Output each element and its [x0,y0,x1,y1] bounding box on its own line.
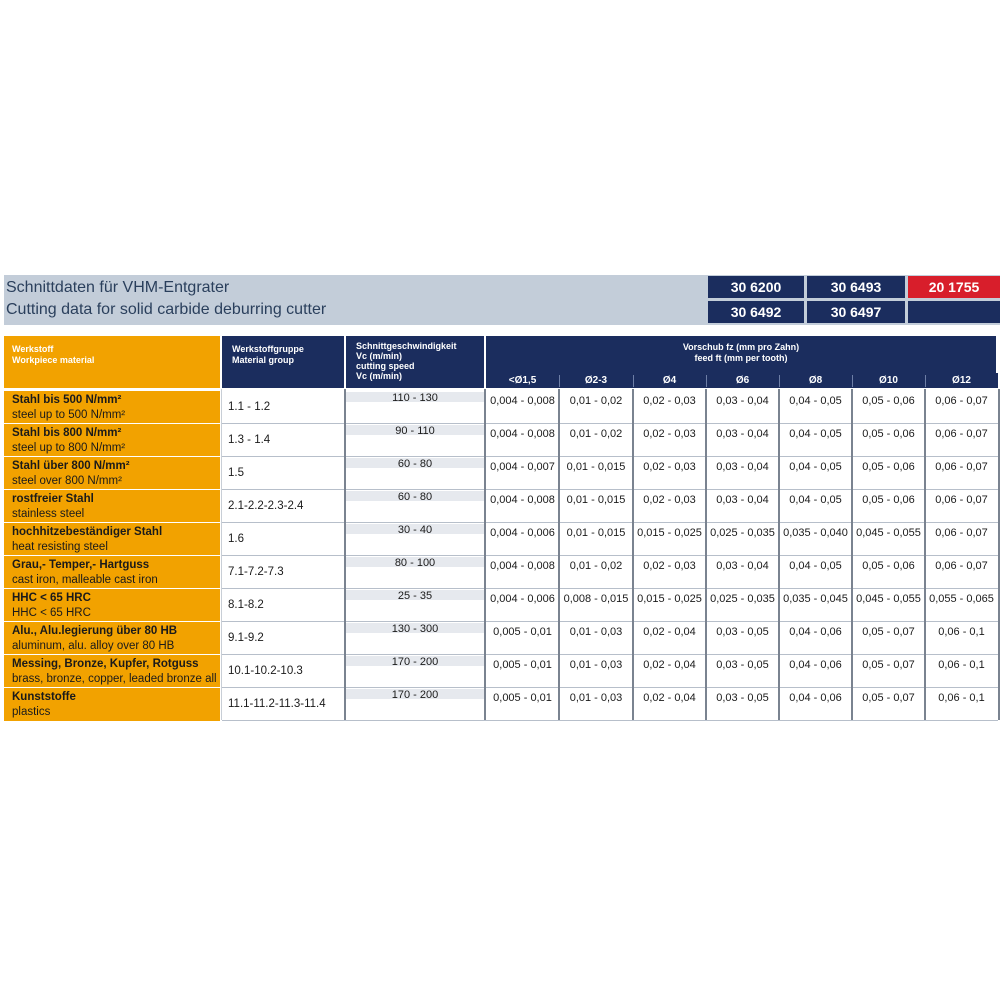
material-cell [4,391,220,424]
material-group-cell: 1.3 - 1.4 [228,434,271,446]
feed-cell: 0,03 - 0,04 [716,494,769,506]
feed-cell: 0,05 - 0,07 [862,659,915,671]
row-divider [222,588,998,589]
cutting-speed-cell: 30 - 40 [397,524,433,536]
feed-cell: 0,01 - 0,02 [569,560,623,572]
material-group-cell: 8.1-8.2 [228,599,264,611]
feed-cell: 0,01 - 0,03 [569,659,623,671]
feed-cell: 0,05 - 0,06 [862,428,915,440]
feed-cell: 0,01 - 0,03 [569,626,623,638]
material-cell [4,688,220,721]
material-separator [4,456,220,457]
article-number-30-6200: 30 6200 [708,276,804,298]
material-separator [4,555,220,556]
material-name-en: brass, bronze, copper, leaded bronze all [12,673,217,685]
article-number-30-6492: 30 6492 [708,301,804,323]
feed-cell: 0,005 - 0,01 [493,659,552,671]
feed-cell: 0,05 - 0,06 [862,461,915,473]
feed-cell: 0,03 - 0,05 [716,692,769,704]
material-group-cell: 7.1-7.2-7.3 [228,566,284,578]
material-name-de: HHC < 65 HRC [12,592,91,604]
feed-cell: 0,05 - 0,07 [862,692,915,704]
material-group-cell: 1.1 - 1.2 [228,401,271,413]
feed-cell: 0,06 - 0,1 [938,626,985,638]
feed-cell: 0,06 - 0,07 [935,461,988,473]
material-separator [4,687,220,688]
feed-cell: 0,035 - 0,045 [783,593,848,605]
feed-cell: 0,06 - 0,07 [935,395,988,407]
header-feed-de: Vorschub fz (mm pro Zahn) [682,342,800,352]
material-group-cell: 1.5 [228,467,244,479]
row-divider [222,522,998,523]
feed-cell: 0,04 - 0,06 [789,626,842,638]
column-divider [705,389,707,720]
column-divider [632,389,634,720]
feed-cell: 0,02 - 0,03 [643,494,696,506]
cutting-speed-cell: 110 - 130 [392,392,438,404]
header-speed-line1: Schnittgeschwindigkeit [356,341,457,351]
feed-cell: 0,02 - 0,03 [643,395,696,407]
material-name-en: heat resisting steel [12,541,108,553]
feed-cell: 0,05 - 0,06 [862,494,915,506]
feed-cell: 0,02 - 0,04 [643,626,696,638]
cutting-speed-cell: 25 - 35 [397,590,433,602]
feed-cell: 0,04 - 0,05 [789,461,842,473]
column-divider [344,389,346,720]
row-divider [222,654,998,655]
feed-cell: 0,04 - 0,05 [789,560,842,572]
header-group-de: Werkstoffgruppe [232,344,304,354]
feed-cell: 0,01 - 0,015 [566,461,626,473]
feed-cell: 0,03 - 0,05 [716,626,769,638]
feed-cell: 0,03 - 0,05 [716,659,769,671]
diameter-header-5: Ø10 [852,373,925,388]
title-german: Schnittdaten für VHM-Entgrater [6,279,230,296]
feed-cell: 0,04 - 0,05 [789,395,842,407]
feed-cell: 0,06 - 0,1 [938,659,985,671]
material-separator [4,423,220,424]
material-cell [4,523,220,556]
feed-cell: 0,05 - 0,06 [862,395,915,407]
material-name-en: stainless steel [12,508,85,520]
material-name-en: steel over 800 N/mm² [12,475,122,487]
feed-cell: 0,03 - 0,04 [716,395,769,407]
row-divider [222,621,998,622]
material-cell [4,556,220,589]
cutting-speed-cell: 170 - 200 [391,656,439,668]
feed-cell: 0,03 - 0,04 [716,428,769,440]
material-name-en: HHC < 65 HRC [12,607,91,619]
material-cell [4,490,220,523]
material-group-cell: 2.1-2.2-2.3-2.4 [228,500,304,512]
material-name-de: Stahl bis 800 N/mm² [12,427,122,439]
feed-cell: 0,004 - 0,008 [490,494,555,506]
material-name-en: aluminum, alu. alloy over 80 HB [12,640,175,652]
header-group-en: Material group [232,355,295,365]
row-divider [222,555,998,556]
feed-cell: 0,01 - 0,02 [569,395,623,407]
material-name-de: Stahl bis 500 N/mm² [12,394,122,406]
cutting-speed-cell: 90 - 110 [395,425,435,437]
column-divider [924,389,926,720]
feed-cell: 0,025 - 0,035 [710,593,775,605]
material-name-en: cast iron, malleable cast iron [12,574,158,586]
material-group-cell: 11.1-11.2-11.3-11.4 [228,698,326,710]
material-name-de: Messing, Bronze, Kupfer, Rotguss [12,658,199,670]
column-divider [221,389,222,720]
feed-cell: 0,02 - 0,03 [643,461,696,473]
feed-cell: 0,03 - 0,04 [716,560,769,572]
feed-cell: 0,045 - 0,055 [856,593,921,605]
feed-cell: 0,01 - 0,02 [569,428,623,440]
feed-cell: 0,015 - 0,025 [637,593,702,605]
article-number-20-1755: 20 1755 [908,276,1000,298]
article-number-30-6497: 30 6497 [807,301,905,323]
feed-cell: 0,06 - 0,07 [935,527,988,539]
material-group-cell: 1.6 [228,533,244,545]
feed-cell: 0,04 - 0,06 [789,659,842,671]
column-divider [851,389,853,720]
feed-cell: 0,008 - 0,015 [563,593,629,605]
material-name-en: plastics [12,706,51,718]
feed-cell: 0,02 - 0,03 [643,560,696,572]
material-cell [4,457,220,490]
row-divider [222,489,998,490]
material-name-de: hochhitzebeständiger Stahl [12,526,163,538]
feed-cell: 0,035 - 0,040 [783,527,848,539]
cutting-speed-cell: 60 - 80 [397,491,433,503]
material-separator [4,621,220,622]
cutting-speed-cell: 130 - 300 [391,623,439,635]
material-cell [4,622,220,655]
feed-cell: 0,005 - 0,01 [493,692,552,704]
feed-cell: 0,02 - 0,03 [643,428,696,440]
column-divider [558,389,560,720]
column-divider [484,389,486,720]
feed-cell: 0,06 - 0,07 [935,494,988,506]
feed-cell: 0,01 - 0,015 [566,527,626,539]
material-name-de: rostfreier Stahl [12,493,94,505]
material-separator [4,522,220,523]
row-divider [222,423,998,424]
material-separator [4,489,220,490]
feed-cell: 0,015 - 0,025 [637,527,702,539]
feed-cell: 0,004 - 0,008 [490,395,555,407]
diameter-header-0: <Ø1,5 [486,373,559,388]
feed-cell: 0,03 - 0,04 [716,461,769,473]
material-name-de: Kunststoffe [12,691,76,703]
feed-cell: 0,04 - 0,05 [789,428,842,440]
material-cell [4,655,220,688]
feed-cell: 0,005 - 0,01 [493,626,552,638]
material-name-de: Stahl über 800 N/mm² [12,460,130,472]
cutting-speed-cell: 170 - 200 [391,689,439,701]
feed-cell: 0,01 - 0,03 [569,692,623,704]
feed-cell: 0,02 - 0,04 [643,692,696,704]
feed-cell: 0,004 - 0,008 [490,560,555,572]
material-separator [4,588,220,589]
feed-cell: 0,045 - 0,055 [856,527,921,539]
feed-cell: 0,025 - 0,035 [710,527,775,539]
row-divider [222,687,998,688]
feed-cell: 0,06 - 0,1 [938,692,985,704]
feed-cell: 0,01 - 0,015 [566,494,626,506]
feed-cell: 0,06 - 0,07 [935,560,988,572]
material-name-en: steel up to 500 N/mm² [12,409,126,421]
row-divider [222,456,998,457]
feed-cell: 0,004 - 0,006 [490,527,555,539]
material-name-de: Grau,- Temper,- Hartguss [12,559,150,571]
cutting-speed-cell: 80 - 100 [394,557,436,569]
feed-cell: 0,05 - 0,06 [862,560,915,572]
material-cell [4,424,220,457]
header-material-de: Werkstoff [12,344,54,354]
header-speed-line3: cutting speed [356,361,415,371]
diameter-header-6: Ø12 [925,373,998,388]
header-speed-line4: Vc (m/min) [356,371,403,381]
material-separator [4,654,220,655]
material-group-cell: 10.1-10.2-10.3 [228,665,303,677]
material-group-cell: 9.1-9.2 [228,632,264,644]
diameter-header-4: Ø8 [779,373,852,388]
header-material-en: Workpiece material [12,355,95,365]
feed-cell: 0,02 - 0,04 [643,659,696,671]
row-divider [222,720,998,721]
feed-cell: 0,004 - 0,008 [490,428,555,440]
feed-cell: 0,04 - 0,05 [789,494,842,506]
cutting-speed-cell: 60 - 80 [397,458,433,470]
material-name-de: Alu., Alu.legierung über 80 HB [12,625,178,637]
column-divider [778,389,780,720]
feed-cell: 0,05 - 0,07 [862,626,915,638]
material-name-en: steel up to 800 N/mm² [12,442,126,454]
material-cell [4,589,220,622]
title-english: Cutting data for solid carbide deburring cutter [6,301,327,318]
feed-cell: 0,004 - 0,007 [490,461,555,473]
header-feed-en: feed ft (mm per tooth) [694,353,788,363]
diameter-header-2: Ø4 [633,373,706,388]
feed-cell: 0,004 - 0,006 [490,593,555,605]
diameter-header-1: Ø2-3 [559,373,633,388]
header-speed-line2: Vc (m/min) [356,351,403,361]
feed-cell: 0,06 - 0,07 [935,428,988,440]
feed-cell: 0,04 - 0,06 [789,692,842,704]
diameter-header-3: Ø6 [706,373,779,388]
feed-cell: 0,055 - 0,065 [929,593,994,605]
article-number-30-6493: 30 6493 [807,276,905,298]
